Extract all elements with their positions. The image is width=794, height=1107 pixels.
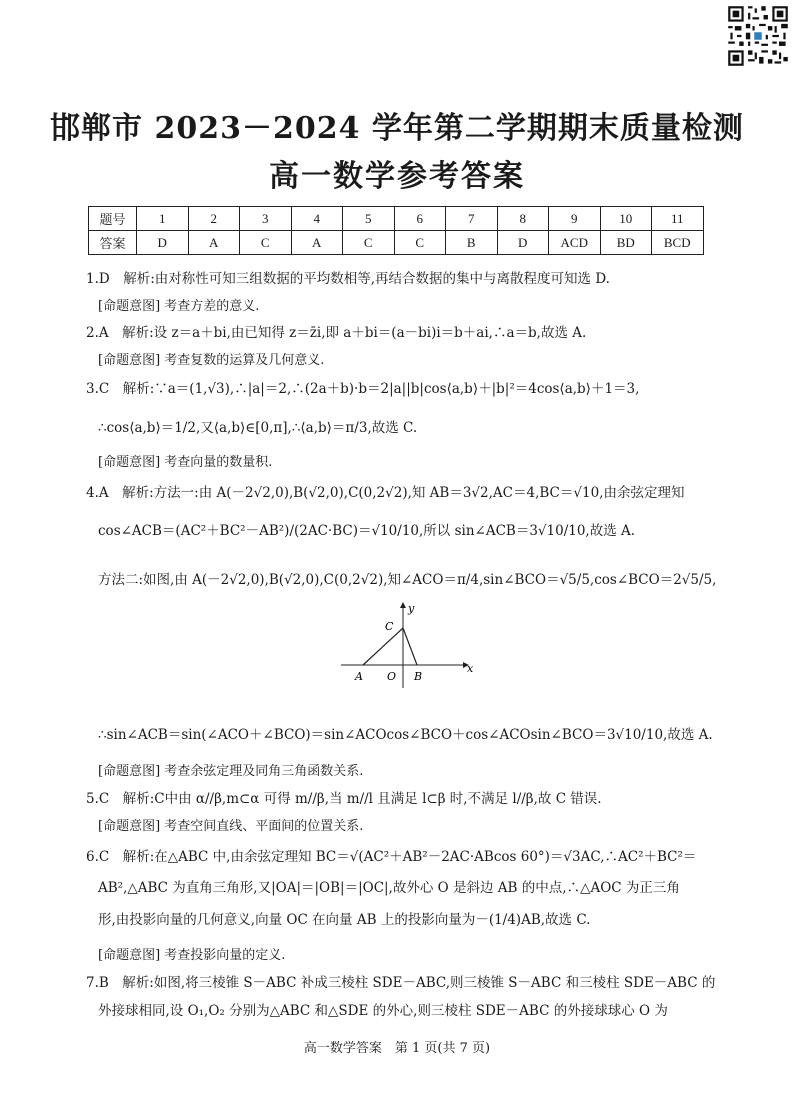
solution-q5: 5.C 解析:C中由 α//β,m⊂α 可得 m//β,当 m//l 且满足 l⊂β 时,不满足 l//β,故 C 错误.: [86, 791, 602, 807]
label-a: A: [355, 670, 363, 683]
answer-cell: C: [394, 231, 446, 255]
intent-note-q2: [命题意图] 考查复数的运算及几何意义.: [98, 353, 325, 368]
solution-q4-line3: 方法二:如图,由 A(－2√2,0),B(√2,0),C(0,2√2),知∠ACO＝π/4,sin∠BCO＝√5/5,cos∠BCO＝2√5/5,: [98, 572, 717, 588]
answer-table: [88, 206, 704, 255]
solution-q4-line4: ∴sin∠ACB＝sin(∠ACO＋∠BCO)＝sin∠ACOcos∠BCO＋cos∠ACOsin∠BCO＝3√10/10,故选 A.: [98, 727, 713, 743]
question-number: 3: [240, 207, 292, 231]
page-subtitle: 高一数学参考答案: [269, 159, 525, 194]
answer-cell: BD: [600, 231, 652, 255]
label-y: y: [408, 602, 415, 615]
solution-q6-line2: AB²,△ABC 为直角三角形,又|OA|＝|OB|＝|OC|,故外心 O 是斜边 AB 的中点,∴△AOC 为正三角: [98, 880, 680, 896]
answer-cell: A: [188, 231, 240, 255]
question-number: 7: [446, 207, 498, 231]
intent-note-q3: [命题意图] 考查向量的数量积.: [98, 455, 273, 470]
question-number: 10: [600, 207, 652, 231]
solution-q6-line1: 6.C 解析:在△ABC 中,由余弦定理知 BC＝√(AC²＋AB²－2AC·ABcos 60°)＝√3AC,∴AC²＋BC²＝: [86, 849, 697, 865]
question-number: 1: [137, 207, 189, 231]
answer-cell: D: [497, 231, 549, 255]
answer-cell: A: [291, 231, 343, 255]
label-o: O: [387, 670, 397, 683]
answer-cell: ACD: [549, 231, 601, 255]
answer-table-number-row: [89, 207, 704, 231]
solution-q2: 2.A 解析:设 z＝a＋bi,由已知得 z＝z̄i,即 a＋bi＝(a－bi)i＝b＋ai,∴a＝b,故选 A.: [86, 325, 587, 341]
label-c: C: [385, 620, 394, 633]
page-footer: 高一数学答案 第 1 页(共 7 页): [303, 1041, 491, 1056]
intent-note-q5: [命题意图] 考查空间直线、平面间的位置关系.: [98, 819, 364, 834]
segment-ac: [363, 628, 403, 665]
question-number: 4: [291, 207, 343, 231]
page-title: 邯郸市 2023－2024 学年第二学期期末质量检测: [50, 111, 744, 146]
coordinate-figure: [335, 600, 475, 690]
solution-q4-line1: 4.A 解析:方法一:由 A(－2√2,0),B(√2,0),C(0,2√2),知 AB＝3√2,AC＝4,BC＝√10,由余弦定理知: [86, 485, 685, 501]
segment-cb: [403, 628, 417, 665]
answer-cell: D: [137, 231, 189, 255]
question-number: 9: [549, 207, 601, 231]
intent-note-q6: [命题意图] 考查投影向量的定义.: [98, 948, 286, 963]
question-number: 11: [652, 207, 704, 231]
y-axis-arrow-icon: [400, 602, 406, 608]
solution-q4-line2: cos∠ACB＝(AC²＋BC²－AB²)/(2AC·BC)＝√10/10,所以 sin∠ACB＝3√10/10,故选 A.: [98, 523, 636, 539]
question-number: 6: [394, 207, 446, 231]
answer-cell: C: [343, 231, 395, 255]
label-b: B: [414, 670, 423, 683]
row-label-answer: 答案: [89, 231, 137, 255]
question-number: 2: [188, 207, 240, 231]
answer-cell: C: [240, 231, 292, 255]
question-number: 5: [343, 207, 395, 231]
question-number: 8: [497, 207, 549, 231]
qr-code: [726, 4, 790, 68]
answer-cell: B: [446, 231, 498, 255]
solution-q6-line3: 形,由投影向量的几何意义,向量 OC 在向量 AB 上的投影向量为－(1/4)AB,故选 C.: [98, 912, 591, 928]
solution-q7-line2: 外接球相同,设 O₁,O₂ 分别为△ABC 和△SDE 的外心,则三棱柱 SDE－ABC 的外接球球心 O 为: [98, 1003, 668, 1019]
solution-q1: 1.D 解析:由对称性可知三组数据的平均数相等,再结合数据的集中与离散程度可知选 D.: [86, 271, 610, 287]
solution-q3-line2: ∴cos⟨a,b⟩＝1/2,又⟨a,b⟩∈[0,π],∴⟨a,b⟩＝π/3,故选 C.: [98, 420, 418, 436]
answer-cell: BCD: [652, 231, 704, 255]
intent-note-q4: [命题意图] 考查余弦定理及同角三角函数关系.: [98, 764, 364, 779]
intent-note-q1: [命题意图] 考查方差的意义.: [98, 299, 260, 314]
row-label-number: 题号: [89, 207, 137, 231]
answer-table-answer-row: [89, 231, 704, 255]
solution-q3-line1: 3.C 解析:∵a＝(1,√3),∴|a|＝2,∴(2a＋b)·b＝2|a||b|cos⟨a,b⟩＋|b|²＝4cos⟨a,b⟩＋1＝3,: [86, 381, 640, 397]
label-x: x: [467, 662, 474, 675]
solution-q7-line1: 7.B 解析:如图,将三棱锥 S－ABC 补成三棱柱 SDE－ABC,则三棱锥 S－ABC 和三棱柱 SDE－ABC 的: [86, 975, 716, 991]
